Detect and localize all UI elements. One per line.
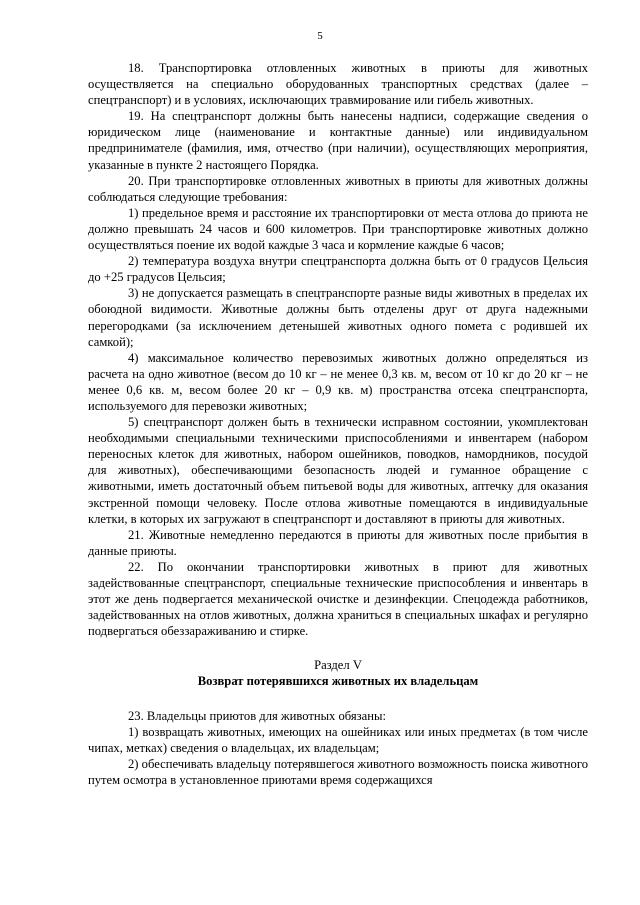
paragraph-20-item-1: 1) предельное время и расстояние их транспортировки от места отлова до приюта не должно превышать 24 часов и 600 километров. При транспортировке животных должно осуществляться поение их водой каждые 3 часа и кормление каждые 6 часов; (88, 205, 588, 253)
paragraph-18: 18. Транспортировка отловленных животных в приюты для животных осуществляется на специально оборудованных транспортных средствах (далее – спецтранспорт) и в условиях, исключающих травмирование или гибель животных. (88, 61, 588, 108)
paragraph-22: 22. По окончании транспортировки животных в приют для животных задействованные спецтранспорт, специальные технические приспособления и инвентарь в этот же день подвергается механической очистке и дезинфекции. Спецодежда работников, задействованных на отлов животных, должна храниться в специальных шкафах и регулярно подвергаться обеззараживанию и стирке. (88, 559, 588, 639)
section-label: Раздел V (314, 658, 362, 673)
section-title: Возврат потерявшихся животных их владельцам (197, 674, 479, 689)
paragraph-20-item-3: 3) не допускается размещать в спецтранспорте разные виды животных в пределах их обоюдной видимости. Животные должны быть отделены друг от друга надежными перегородками (за исключением детенышей животных одного помета с родившей их самкой); (88, 286, 588, 349)
paragraph-20: 20. При транспортировке отловленных животных в приюты для животных должны соблюдаться следующие требования: (88, 173, 588, 204)
paragraph-23: 23. Владельцы приютов для животных обязаны: (128, 708, 386, 723)
paragraph-20-item-4: 4) максимальное количество перевозимых животных должно определяться из расчета на одно животное (весом до 10 кг – не менее 0,3 кв. м, весом от 10 кг до 20 кг – не менее 0,6 кв. м, весом более 20 кг – 0,9 кв. м) пространства отсека спецтранспорта, используемого для перевозки животных; (88, 350, 588, 413)
paragraph-23-item-1: 1) возвращать животных, имеющих на ошейниках или иных предметах (в том числе чипах, метках) сведения о владельцах, их владельцам; (88, 724, 588, 755)
document-body (88, 60, 588, 788)
paragraph-21: 21. Животные немедленно передаются в приюты для животных после прибытия в данные приюты. (88, 527, 588, 558)
page-number: 5 (317, 30, 323, 42)
paragraph-19: 19. На спецтранспорт должны быть нанесены надписи, содержащие сведения о юридическом лице (наименование и контактные данные) или индивидуальном предпринимателе (фамилия, имя, отчество (при наличии), осуществляющих мероприятия, указанные в пункте 2 настоящего Порядка. (88, 109, 588, 172)
paragraph-23-item-2: 2) обеспечивать владельцу потерявшегося животного возможность поиска животного путем осмотра в установленное приютами время содержащихся (88, 756, 588, 787)
paragraph-20-item-5: 5) спецтранспорт должен быть в технически исправном состоянии, укомплектован необходимыми специальными техническими приспособлениями и инвентарем (набором переносных клеток для животных, набором ошейников, поводков, намордников, посудой для животных), обеспечивающими безопасность людей и гуманное обращение с животными, иметь достаточный объем питьевой воды для животных, аптечку для оказания экстренной помощи человеку. После отлова животные помещаются в индивидуальные клетки, в которых их загружают в спецтранспорт и доставляют в приюты для животных. (88, 415, 588, 526)
paragraph-20-item-2: 2) температура воздуха внутри спецтранспорта должна быть от 0 градусов Цельсия до +25 градусов Цельсия; (88, 254, 588, 285)
